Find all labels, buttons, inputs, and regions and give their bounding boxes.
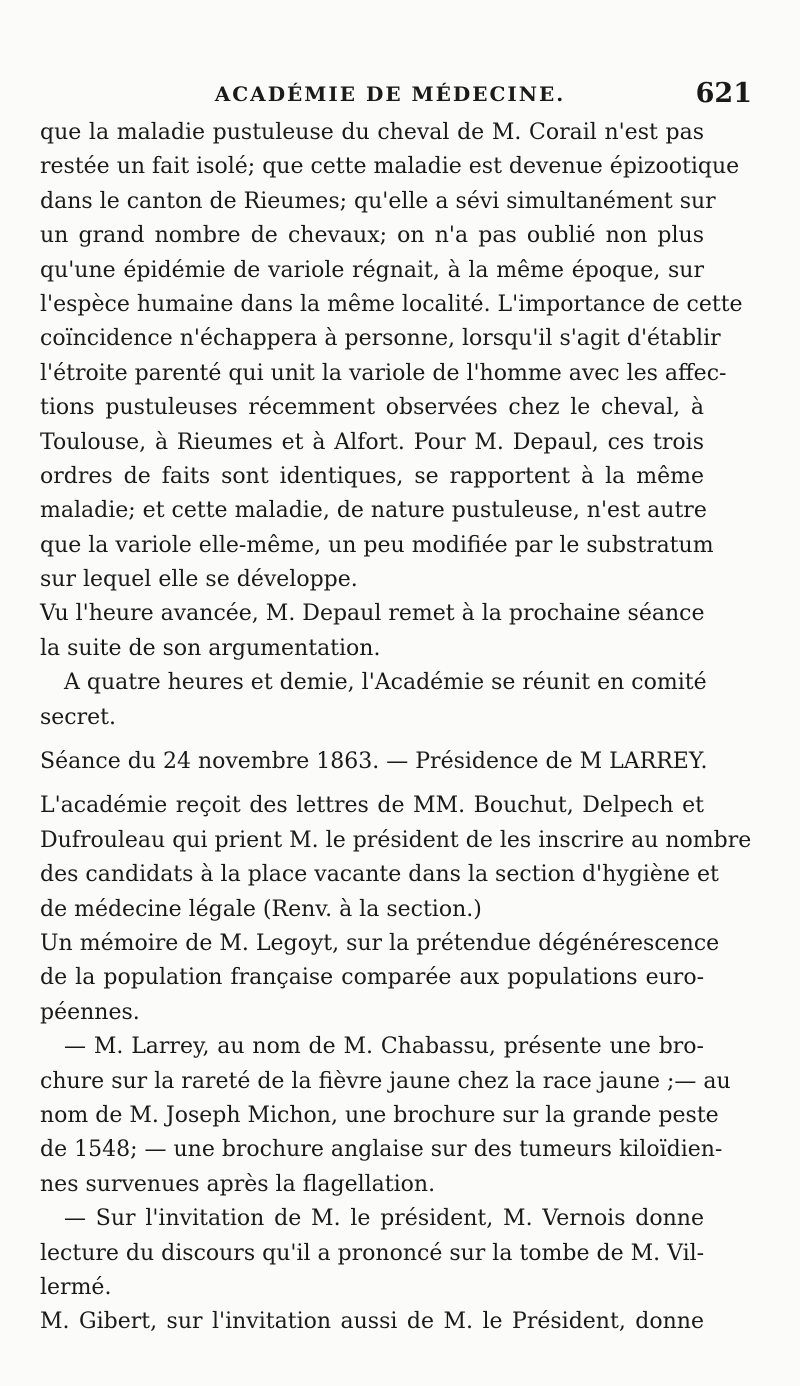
text-line: sur lequel elle se développe. xyxy=(40,567,358,593)
text-line: que la variole elle-même, un peu modifiée par le substratum xyxy=(40,532,714,558)
text-line: secret. xyxy=(40,704,117,730)
running-head: ACADÉMIE DE MÉDECINE. xyxy=(214,82,566,106)
text-line: L'académie reçoit des lettres de MM. Bouchut, Delpech et xyxy=(40,793,704,819)
text-line: — M. Larrey, au nom de M. Chabassu, présente une bro- xyxy=(64,1034,704,1060)
text-line: un grand nombre de chevaux; on n'a pas oublié non plus xyxy=(40,223,704,249)
page-number: 621 xyxy=(695,78,752,109)
page-header xyxy=(40,78,752,114)
text-line: coïncidence n'échappera à personne, lorsqu'il s'agit d'établir xyxy=(40,326,721,352)
section-gap xyxy=(40,735,704,745)
text-line: péennes. xyxy=(40,999,140,1025)
text-line: ordres de faits sont identiques, se rapportent à la même xyxy=(40,463,704,489)
text-line: Vu l'heure avancée, M. Depaul remet à la prochaine séance xyxy=(40,601,705,627)
text-line: chure sur la rareté de la fièvre jaune chez la race jaune ;— au xyxy=(40,1068,731,1094)
text-line: que la maladie pustuleuse du cheval de M. Corail n'est pas xyxy=(40,120,704,145)
text-line: nes survenues après la flagellation. xyxy=(40,1171,436,1197)
text-line: de médecine légale (Renv. à la section.) xyxy=(40,896,482,922)
text-line: Un mémoire de M. Legoyt, sur la prétendue dégénérescence xyxy=(40,930,720,956)
text-line: Toulouse, à Rieumes et à Alfort. Pour M. Depaul, ces trois xyxy=(40,429,704,455)
text-line: restée un fait isolé; que cette maladie est devenue épizootique xyxy=(40,154,740,180)
text-line: l'étroite parenté qui unit la variole de l'homme avec les affec- xyxy=(40,360,727,386)
text-line: des candidats à la place vacante dans la section d'hygiène et xyxy=(40,862,719,888)
text-line: Dufrouleau qui prient M. le président de les inscrire au nombre xyxy=(40,827,752,853)
section-gap xyxy=(40,779,704,789)
text-line: de la population française comparée aux populations euro- xyxy=(40,965,704,991)
text-line: dans le canton de Rieumes; qu'elle a sévi simultanément sur xyxy=(40,188,716,214)
text-line: de 1548; — une brochure anglaise sur des tumeurs kiloïdien- xyxy=(40,1137,723,1163)
text-line: lermé. xyxy=(40,1274,112,1300)
text-line: l'espèce humaine dans la même localité. L'importance de cette xyxy=(40,291,743,317)
text-line: la suite de son argumentation. xyxy=(40,635,381,661)
session-heading: Séance du 24 novembre 1863. — Présidence de M LARREY. xyxy=(40,749,708,775)
text-line: M. Gibert, sur l'invitation aussi de M. le Président, donne xyxy=(40,1309,704,1335)
text-line: tions pustuleuses récemment observées chez le cheval, à xyxy=(40,395,704,421)
text-line: nom de M. Joseph Michon, une brochure sur la grande peste xyxy=(40,1102,719,1128)
text-line: A quatre heures et demie, l'Académie se réunit en comité xyxy=(64,670,707,696)
text-line: maladie; et cette maladie, de nature pustuleuse, n'est autre xyxy=(40,498,707,524)
text-line: lecture du discours qu'il a prononcé sur la tombe de M. Vil- xyxy=(40,1240,705,1266)
text-line: qu'une épidémie de variole régnait, à la même époque, sur xyxy=(40,257,704,283)
body-text xyxy=(40,116,752,1340)
text-line: — Sur l'invitation de M. le président, M. Vernois donne xyxy=(64,1206,704,1232)
